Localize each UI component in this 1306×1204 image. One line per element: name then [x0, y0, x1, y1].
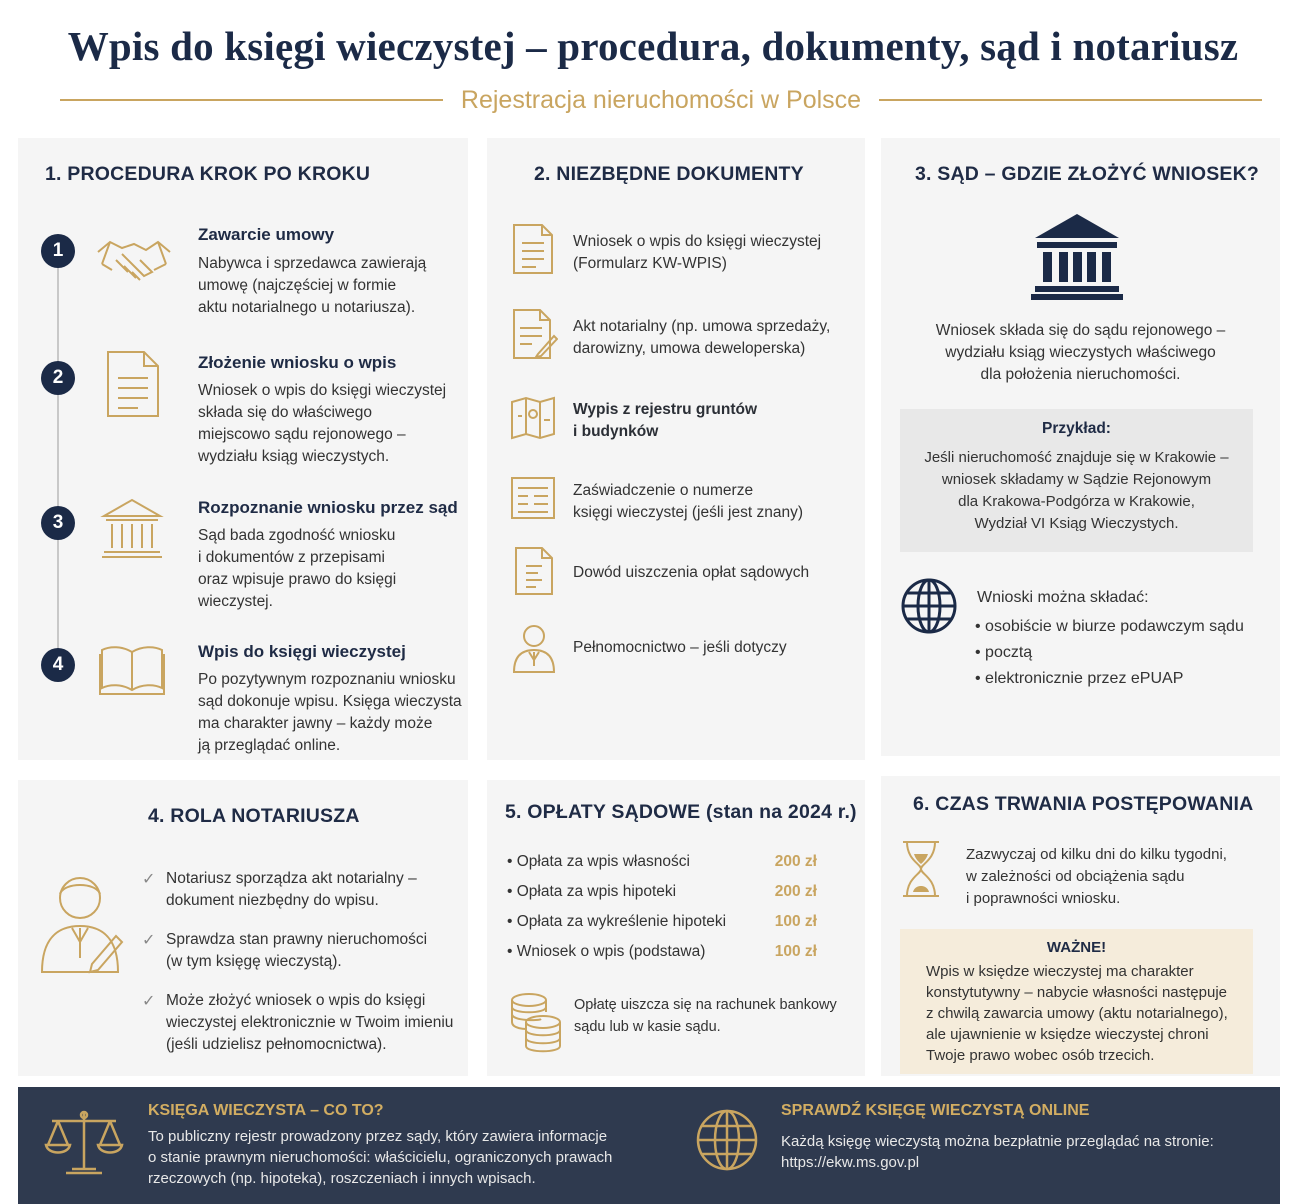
fees-payment-info	[574, 994, 837, 1038]
document-item-line: darowizny, umowa deweloperska)	[573, 340, 806, 357]
court-submit-list	[975, 614, 1244, 692]
ekw-link[interactable]: https://ekw.ms.gov.pl	[781, 1154, 920, 1171]
page-title: Wpis do księgi wieczystej – procedura, dokumenty, sąd i notariusz	[67, 23, 1239, 69]
important-note-text	[926, 961, 1228, 1066]
court-title: 3. SĄD – GDZIE ZŁOŻYĆ WNIOSEK?	[915, 163, 1260, 185]
scales-icon	[44, 1107, 124, 1179]
steps-connector	[57, 250, 59, 670]
step-number-4: 4	[41, 648, 75, 682]
step-desc-3-line: Sąd bada zgodność wniosku	[198, 527, 396, 544]
subtitle-row	[60, 84, 1262, 116]
document-item-3	[573, 399, 757, 443]
document-item-line: i budynków	[573, 423, 659, 440]
important-note-line: konstytutywny – nabycie własności następuje	[926, 984, 1227, 1001]
court-description	[881, 320, 1280, 386]
document-item-2	[573, 316, 830, 360]
check-icon: ✓	[142, 932, 156, 949]
court-example-box	[900, 409, 1253, 552]
certificate-icon	[510, 476, 556, 520]
court-submit-item: • elektronicznie przez ePUAP	[975, 670, 1184, 687]
page-subtitle: Rejestracja nieruchomości w Polsce	[460, 85, 862, 114]
form-icon	[512, 223, 554, 275]
court-example-line: wniosek składamy w Sądzie Rejonowym	[941, 471, 1212, 488]
document-item-line: (Formularz KW-WPIS)	[573, 255, 727, 272]
fee-value: 100 zł	[774, 943, 817, 960]
footer-left-text	[148, 1126, 612, 1189]
fees-list	[507, 853, 817, 973]
procedure-panel	[18, 138, 468, 760]
step-desc-4-line: sąd dokonuje wpisu. Księga wieczysta	[198, 693, 462, 710]
fee-row	[507, 853, 817, 883]
fee-value: 200 zł	[774, 853, 817, 870]
hourglass-icon	[901, 840, 941, 898]
fee-row	[507, 913, 817, 943]
step-desc-2-line: miejscowo sądu rejonowego –	[198, 426, 406, 443]
procedure-title: 1. PROCEDURA KROK PO KROKU	[45, 163, 371, 185]
step-desc-1-line: umowę (najczęściej w formie	[198, 277, 397, 294]
fee-value: 100 zł	[774, 913, 817, 930]
step-desc-4	[198, 669, 462, 757]
step-desc-3-line: wieczystej.	[198, 593, 273, 610]
fee-label: • Opłata za wpis hipoteki	[507, 883, 677, 900]
footer-right-title: SPRAWDŹ KSIĘGĘ WIECZYSTĄ ONLINE	[781, 1102, 1090, 1119]
courthouse-icon	[1031, 210, 1123, 302]
fees-payment-line: sądu lub w kasie sądu.	[574, 1019, 721, 1035]
fees-payment-line: Opłatę uiszcza się na rachunek bankowy	[574, 997, 837, 1013]
step-desc-3-line: oraz wpisuje prawo do księgi	[198, 571, 397, 588]
step-desc-2-line: wydziału ksiąg wieczystych.	[198, 448, 390, 465]
court-example-line: Wydział VI Ksiąg Wieczystych.	[974, 515, 1179, 532]
step-title-4: Wpis do księgi wieczystej	[198, 642, 406, 661]
document-item-5	[573, 562, 809, 584]
important-note-line: z chwilą zawarcia umowy (aktu notarialnego),	[926, 1005, 1228, 1022]
notary-item-3	[166, 990, 453, 1056]
important-note-title: WAŻNE!	[1046, 939, 1107, 956]
notary-person-icon	[40, 872, 124, 976]
document-item-line: Wniosek o wpis do księgi wieczystej	[573, 233, 822, 250]
court-submit-item: • pocztą	[975, 644, 1033, 661]
court-example-line: dla Krakowa-Podgórza w Krakowie,	[958, 493, 1195, 510]
step-number-1: 1	[41, 234, 75, 268]
court-submit-item: • osobiście w biurze podawczym sądu	[975, 618, 1244, 635]
document-item-6	[573, 637, 787, 659]
fee-value: 200 zł	[774, 883, 817, 900]
footer-left-line: o stanie prawnym nieruchomości: właścicielu, ograniczonych prawach	[148, 1149, 613, 1166]
step-number-3: 3	[41, 506, 75, 540]
duration-description-line: w zależności od obciążenia sądu	[966, 868, 1185, 885]
receipt-icon	[514, 546, 554, 596]
footer-bar	[18, 1087, 1280, 1204]
map-register-icon	[510, 396, 556, 440]
notary-item-line: wieczystej elektronicznie w Twoim imieniu	[166, 1014, 454, 1031]
step-desc-4-line: ją przeglądać online.	[198, 737, 341, 754]
notary-item-line: (jeśli udzielisz pełnomocnictwa).	[166, 1036, 387, 1053]
court-description-line: dla położenia nieruchomości.	[980, 366, 1181, 383]
duration-title: 6. CZAS TRWANIA POSTĘPOWANIA	[913, 793, 1254, 815]
step-desc-4-line: Po pozytywnym rozpoznaniu wniosku	[198, 671, 456, 688]
footer-right-text	[781, 1131, 1214, 1173]
notary-item-line: dokument niezbędny do wpisu.	[166, 892, 379, 909]
documents-title: 2. NIEZBĘDNE DOKUMENTY	[534, 163, 804, 185]
step-title-2: Złożenie wniosku o wpis	[198, 353, 397, 372]
fee-row	[507, 943, 817, 973]
court-submit-title: Wnioski można składać:	[977, 589, 1149, 606]
notary-item-line: Notariusz sporządza akt notarialny –	[166, 870, 417, 887]
court-description-line: Wniosek składa się do sądu rejonowego –	[935, 322, 1226, 339]
notary-item-2	[166, 929, 427, 973]
attorney-icon	[512, 622, 556, 674]
step-desc-4-line: ma charakter jawny – każdy może	[198, 715, 433, 732]
fee-row	[507, 883, 817, 913]
footer-left-line: To publiczny rejestr prowadzony przez sądy, który zawiera informacje	[148, 1128, 608, 1145]
duration-description	[966, 844, 1227, 910]
important-note-line: ale ujawnienie w księdze wieczystej chroni	[926, 1026, 1209, 1043]
open-book-icon	[98, 644, 166, 696]
court-description-line: wydziału ksiąg wieczystych właściwego	[945, 344, 1216, 361]
step-number-2: 2	[41, 361, 75, 395]
footer-left-line: rzeczowych (np. hipoteka), roszczeniach i innych wpisach.	[148, 1170, 536, 1187]
important-note-line: Twoje prawo wobec osób trzecich.	[926, 1047, 1155, 1064]
notary-item-line: Sprawdza stan prawny nieruchomości	[166, 931, 428, 948]
courthouse-icon	[100, 496, 164, 560]
step-desc-3	[198, 525, 396, 613]
step-title-3: Rozpoznanie wniosku przez sąd	[198, 498, 458, 517]
step-title-1: Zawarcie umowy	[198, 225, 335, 244]
document-item-line: Pełnomocnictwo – jeśli dotyczy	[573, 639, 787, 656]
handshake-icon	[96, 230, 172, 290]
document-item-4	[573, 480, 803, 524]
check-icon: ✓	[142, 993, 156, 1010]
duration-panel	[881, 776, 1280, 1076]
notary-item-1	[166, 868, 417, 912]
court-example-line: Jeśli nieruchomość znajduje się w Krakowie –	[924, 449, 1229, 466]
notary-title: 4. ROLA NOTARIUSZA	[148, 805, 360, 827]
step-desc-1-line: Nabywca i sprzedawca zawierają	[198, 255, 427, 272]
step-desc-3-line: i dokumentów z przepisami	[198, 549, 385, 566]
divider-left	[60, 99, 443, 101]
court-panel	[881, 138, 1280, 756]
footer-left-title: KSIĘGA WIECZYSTA – CO TO?	[148, 1102, 384, 1119]
document-item-line: Wypis z rejestru gruntów	[573, 401, 758, 418]
court-example-text	[900, 447, 1253, 535]
fee-label: • Wniosek o wpis (podstawa)	[507, 943, 706, 960]
document-item-line: Dowód uiszczenia opłat sądowych	[573, 564, 810, 581]
document-item-line: Akt notarialny (np. umowa sprzedaży,	[573, 318, 831, 335]
step-desc-1-line: aktu notarialnego u notariusza).	[198, 299, 416, 316]
step-desc-2-line: Wniosek o wpis do księgi wieczystej	[198, 382, 447, 399]
duration-description-line: Zazwyczaj od kilku dni do kilku tygodni,	[966, 846, 1227, 863]
important-note-box	[900, 929, 1253, 1074]
coins-icon	[509, 992, 563, 1054]
signed-document-icon	[512, 308, 558, 360]
court-example-title: Przykład:	[1042, 420, 1111, 437]
fees-panel	[487, 780, 865, 1076]
document-item-line: Zaświadczenie o numerze	[573, 482, 754, 499]
globe-icon	[695, 1108, 759, 1172]
fee-label: • Opłata za wykreślenie hipoteki	[507, 913, 727, 930]
document-item-line: księgi wieczystej (jeśli jest znany)	[573, 504, 803, 521]
notary-panel	[18, 780, 468, 1076]
step-desc-2	[198, 380, 446, 468]
notary-item-line: Może złożyć wniosek o wpis do księgi	[166, 992, 426, 1009]
footer-right-line: Każdą księgę wieczystą można bezpłatnie przeglądać na stronie:	[781, 1133, 1214, 1150]
step-desc-2-line: składa się do właściwego	[198, 404, 373, 421]
step-desc-1	[198, 253, 426, 319]
divider-right	[879, 99, 1262, 101]
notary-item-line: (w tym księgę wieczystą).	[166, 953, 342, 970]
fees-title: 5. OPŁATY SĄDOWE (stan na 2024 r.)	[505, 801, 857, 823]
document-icon	[106, 350, 160, 418]
duration-description-line: i poprawności wniosku.	[966, 890, 1121, 907]
globe-icon	[900, 577, 958, 635]
documents-panel	[487, 138, 865, 760]
fee-label: • Opłata za wpis własności	[507, 853, 690, 870]
document-item-1	[573, 231, 821, 275]
important-note-line: Wpis w księdze wieczystej ma charakter	[926, 963, 1194, 980]
check-icon: ✓	[142, 871, 156, 888]
